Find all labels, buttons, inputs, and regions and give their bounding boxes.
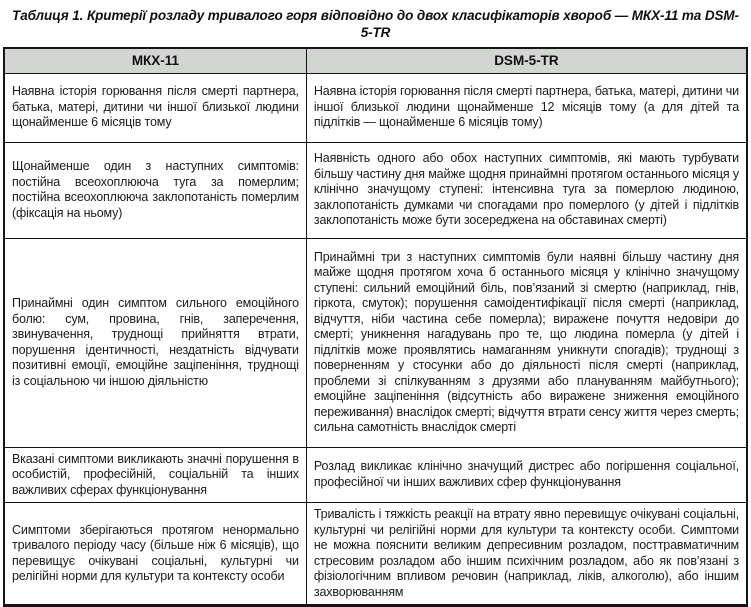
criteria-row-impairment <box>4 447 747 503</box>
mkh11-impairment-cell: Вказані симптоми викликають значні порушення в особистій, професійній, соціальній та інших важливих сферах функціонування <box>4 447 306 503</box>
mkh11-duration-norms-cell: Симптоми зберігаються протягом ненормально тривалого періоду часу (більше ніж 6 місяців), що перевищує очікувані соціальні, культурні чи релігійні норми для культури та контексту особи <box>4 503 306 606</box>
mkh11-history-cell: Наявна історія горювання після смерті партнера, батька, матері, дитини чи іншої близької людини щонайменше 6 місяців тому <box>4 73 306 142</box>
criteria-row-history <box>4 73 747 142</box>
column-header-dsm5tr: DSM-5-TR <box>306 48 747 74</box>
dsm5tr-core-symptoms-cell: Наявність одного або обох наступних симптомів, які мають турбувати більшу частину дня майже щодня принаймні протягом останнього місяця у клінічно значущому ступені: інтенсивна туга за померлою людиною, заклопотаність думками чи спогадами про померлого (у дітей і підлітків заклопотаність може бути зосереджена на обставинах смерті) <box>306 142 747 238</box>
dsm5tr-impairment-cell: Розлад викликає клінічно значущий дистрес або погіршення соціальної, професійної чи інших важливих сфер функціонування <box>306 447 747 503</box>
column-header-mkh11: МКХ-11 <box>4 48 306 74</box>
criteria-table <box>3 47 748 607</box>
dsm5tr-emotional-pain-cell: Принаймні три з наступних симптомів були наявні більшу частину дня майже щодня протягом хоча б останнього місяця у клінічно значущому ступені: сильний емоційний біль, пов’язаний зі смертю (наприклад, гнів, гіркота, смуток); порушення самоідентифікації після смерті (наприклад, відчуття, ніби частина себе померла); виражене почуття недовіри до смерті; уникнення нагадувань про те, що людина померла (у дітей і підлітків може проявлятись намаганням уникнути спогадів); труднощі з поверненням у стосунки або до діяльності після смерті (наприклад, проблеми зі спілкуванням з друзями або плануванням майбутнього); емоційне заціпеніння (відсутність або виражене зниження емоційного переживання) внаслідок смерті; відчуття втрати сенсу життя через смерть; сильна самотність внаслідок смерті <box>306 238 747 447</box>
mkh11-core-symptoms-cell: Щонайменше один з наступних симптомів: постійна всеохоплююча туга за померлим; постійна всеохоплююча заклопотаність померлим (фіксація на ньому) <box>4 142 306 238</box>
header-row <box>4 48 747 74</box>
dsm5tr-history-cell: Наявна історія горювання після смерті партнера, батька, матері, дитини чи іншої близької людини щонайменше 12 місяців тому (а для дітей та підлітків — щонайменше 6 місяців тому) <box>306 73 747 142</box>
criteria-row-duration-norms <box>4 503 747 606</box>
criteria-row-emotional-pain <box>4 238 747 447</box>
mkh11-emotional-pain-cell: Принаймні один симптом сильного емоційного болю: сум, провина, гнів, заперечення, звинувачення, труднощі прийняття втрати, порушення ідентичності, нездатність відчувати позитивні емоції, емоційне заціпеніння, труднощі із соціальною чи іншою діяльністю <box>4 238 306 447</box>
criteria-row-core-symptoms <box>4 142 747 238</box>
table-caption: Таблиця 1. Критерії розладу тривалого горя відповідно до двох класифікаторів хвороб — МКХ-11 та DSM-5-TR <box>12 8 739 41</box>
dsm5tr-duration-norms-cell: Тривалість і тяжкість реакції на втрату явно перевищує очікувані соціальні, культурні чи релігійні норми для культури та контексту особи. Симптоми не можна пояснити великим депресивним розладом, посттравматичним стресовим розладом або іншим психічним розладом, або як пов’язані з фізіологічним впливом речовин (наприклад, ліків, алкоголю), або іншим захворюванням <box>306 503 747 606</box>
